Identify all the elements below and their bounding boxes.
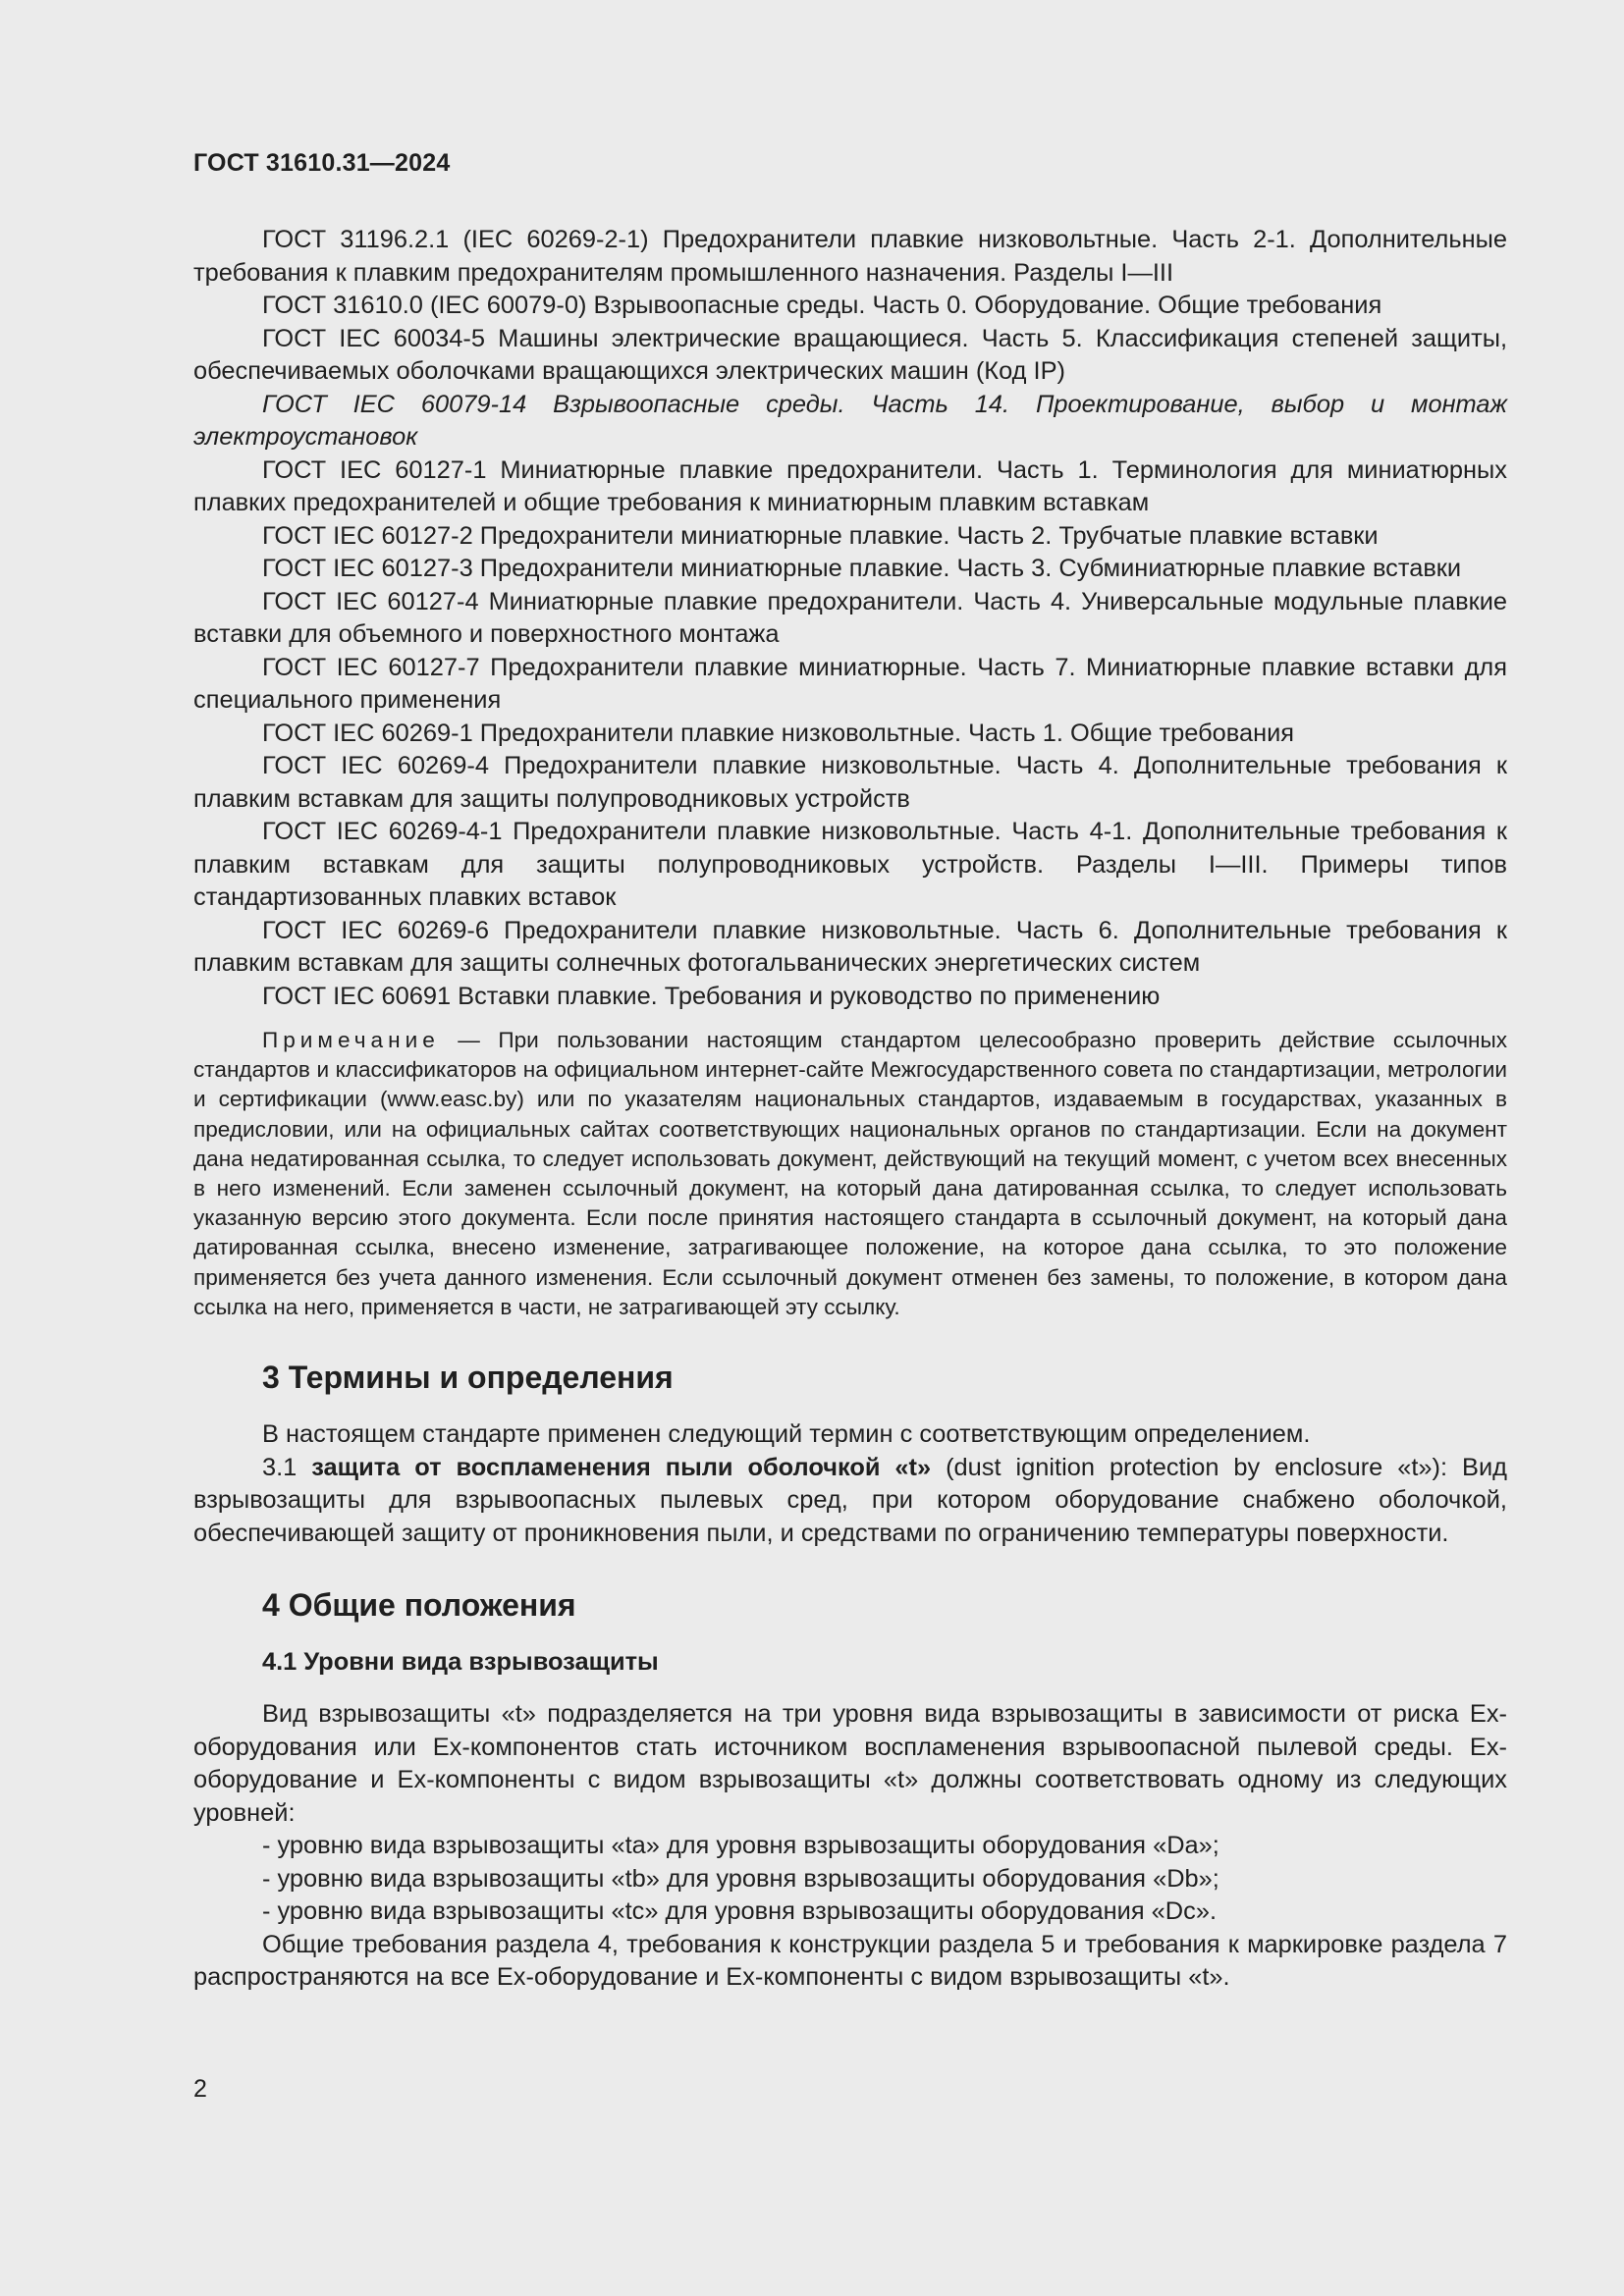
note-text: — При пользовании настоящим стандартом целесообразно проверить действие ссылочных стандартов и классификаторов на официальном интернет-сайте Межгосударственного совета по стандартизации, метрологии и сертификации (www.easc.by) или по указателям национальных стандартов, издаваемым в государствах, указанных в предисловии, или на официальных сайтах соответствующих национальных органов по стандартизации. Если на документ дана недатированная ссылка, то следует использовать документ, действующий на текущий момент, с учетом всех внесенных в него изменений. Если заменен ссылочный документ, на который дана датированная ссылка, то следует использовать указанную версию этого документа. Если после принятия настоящего стандарта в ссылочный документ, на который дана датированная ссылка, внесено изменение, затрагивающее положение, на которое дана ссылка, то это положение применяется без учета данного изменения. Если ссылочный документ отменен без замены, то положение, в котором дана ссылка на него, применяется в части, не затрагивающей эту ссылку. [193,1028,1507,1319]
note-paragraph [193,1026,1507,1322]
reference-entry: ГОСТ IEC 60269-6 Предохранители плавкие низковольтные. Часть 6. Дополнительные требования к плавким вставкам для защиты солнечных фотогальванических энергетических систем [193,916,1507,977]
reference-entry: ГОСТ IEC 60127-2 Предохранители миниатюрные плавкие. Часть 2. Трубчатые плавкие вставки [262,521,1379,550]
section-3-intro: В настоящем стандарте применен следующий термин с соответствующим определением. [262,1420,1311,1449]
reference-entry: ГОСТ IEC 60127-3 Предохранители миниатюрные плавкие. Часть 3. Субминиатюрные плавкие вставки [262,555,1462,582]
document-header: ГОСТ 31610.31—2024 [193,149,451,177]
reference-entry: ГОСТ IEC 60034-5 Машины электрические вращающиеся. Часть 5. Классификация степеней защиты, обеспечиваемых оболочками вращающихся электрических машин (Код IP) [193,324,1507,385]
document-body [193,224,1507,1995]
section-4-paragraph: Вид взрывозащиты «t» подразделяется на три уровня вида взрывозащиты в зависимости от риска Ex-оборудования или Ex-компонентов стать источником воспламенения взрывоопасной пылевой среды. Ex-оборудование и Ex-компоненты с видом взрывозащиты «t» должны соответствовать одному из следующих уровней: [193,1700,1507,1827]
reference-entry: ГОСТ IEC 60269-1 Предохранители плавкие низковольтные. Часть 1. Общие требования [262,719,1295,747]
reference-entry: ГОСТ 31196.2.1 (IEC 60269-2-1) Предохранители плавкие низковольтные. Часть 2-1. Дополнительные требования к плавким предохранителям промышленного назначения. Разделы I—III [193,226,1507,287]
reference-entry: ГОСТ IEC 60127-1 Миниатюрные плавкие предохранители. Часть 1. Терминология для миниатюрных плавких предохранителей и общие требования к миниатюрным плавким вставкам [193,455,1507,516]
list-item: - уровню вида взрывозащиты «tb» для уровня взрывозащиты оборудования «Db»; [262,1864,1219,1893]
term-name: защита от воспламенения пыли оболочкой «t» [311,1453,932,1481]
section-3-title: 3 Термины и определения [262,1360,674,1396]
note-label: Примечание [262,1028,440,1052]
term-definition [193,1452,1507,1551]
list-item: - уровню вида взрывозащиты «tc» для уровня взрывозащиты оборудования «Dc». [262,1897,1217,1926]
subsection-4-1-title: 4.1 Уровни вида взрывозащиты [262,1648,659,1677]
reference-entry: ГОСТ IEC 60691 Вставки плавкие. Требования и руководство по применению [262,982,1161,1010]
term-number: 3.1 [262,1453,312,1481]
reference-entry: ГОСТ IEC 60127-4 Миниатюрные плавкие предохранители. Часть 4. Универсальные модульные плавкие вставки для объемного и поверхностного монтажа [193,587,1507,648]
section-4-paragraph: Общие требования раздела 4, требования к конструкции раздела 5 и требования к маркировке раздела 7 распространяются на все Ex-оборудование и Ex-компоненты с видом взрывозащиты «t». [193,1930,1507,1992]
section-4-title: 4 Общие положения [262,1587,576,1624]
page-number: 2 [193,2075,207,2103]
reference-entry: ГОСТ IEC 60269-4-1 Предохранители плавкие низковольтные. Часть 4-1. Дополнительные требования к плавким вставкам для защиты полупроводниковых устройств. Разделы I—III. Примеры типов стандартизованных плавких вставок [193,818,1507,911]
reference-entry: ГОСТ 31610.0 (IEC 60079-0) Взрывоопасные среды. Часть 0. Оборудование. Общие требования [262,292,1382,319]
reference-entry: ГОСТ IEC 60269-4 Предохранители плавкие низковольтные. Часть 4. Дополнительные требования к плавким вставкам для защиты полупроводниковых устройств [193,752,1507,813]
list-item: - уровню вида взрывозащиты «ta» для уровня взрывозащиты оборудования «Da»; [262,1832,1219,1860]
term-text: (dust ignition protection by enclosure «t»): Вид взрывозащиты для взрывоопасных пылевых сред, при котором оборудование снабжено оболочкой, обеспечивающей защиту от проникновения пыли, и средствами по ограничению температуры поверхности. [193,1453,1507,1547]
reference-entry: ГОСТ IEC 60079-14 Взрывоопасные среды. Часть 14. Проектирование, выбор и монтаж электроустановок [193,390,1507,451]
reference-entry: ГОСТ IEC 60127-7 Предохранители плавкие миниатюрные. Часть 7. Миниатюрные плавкие вставки для специального применения [193,653,1507,714]
